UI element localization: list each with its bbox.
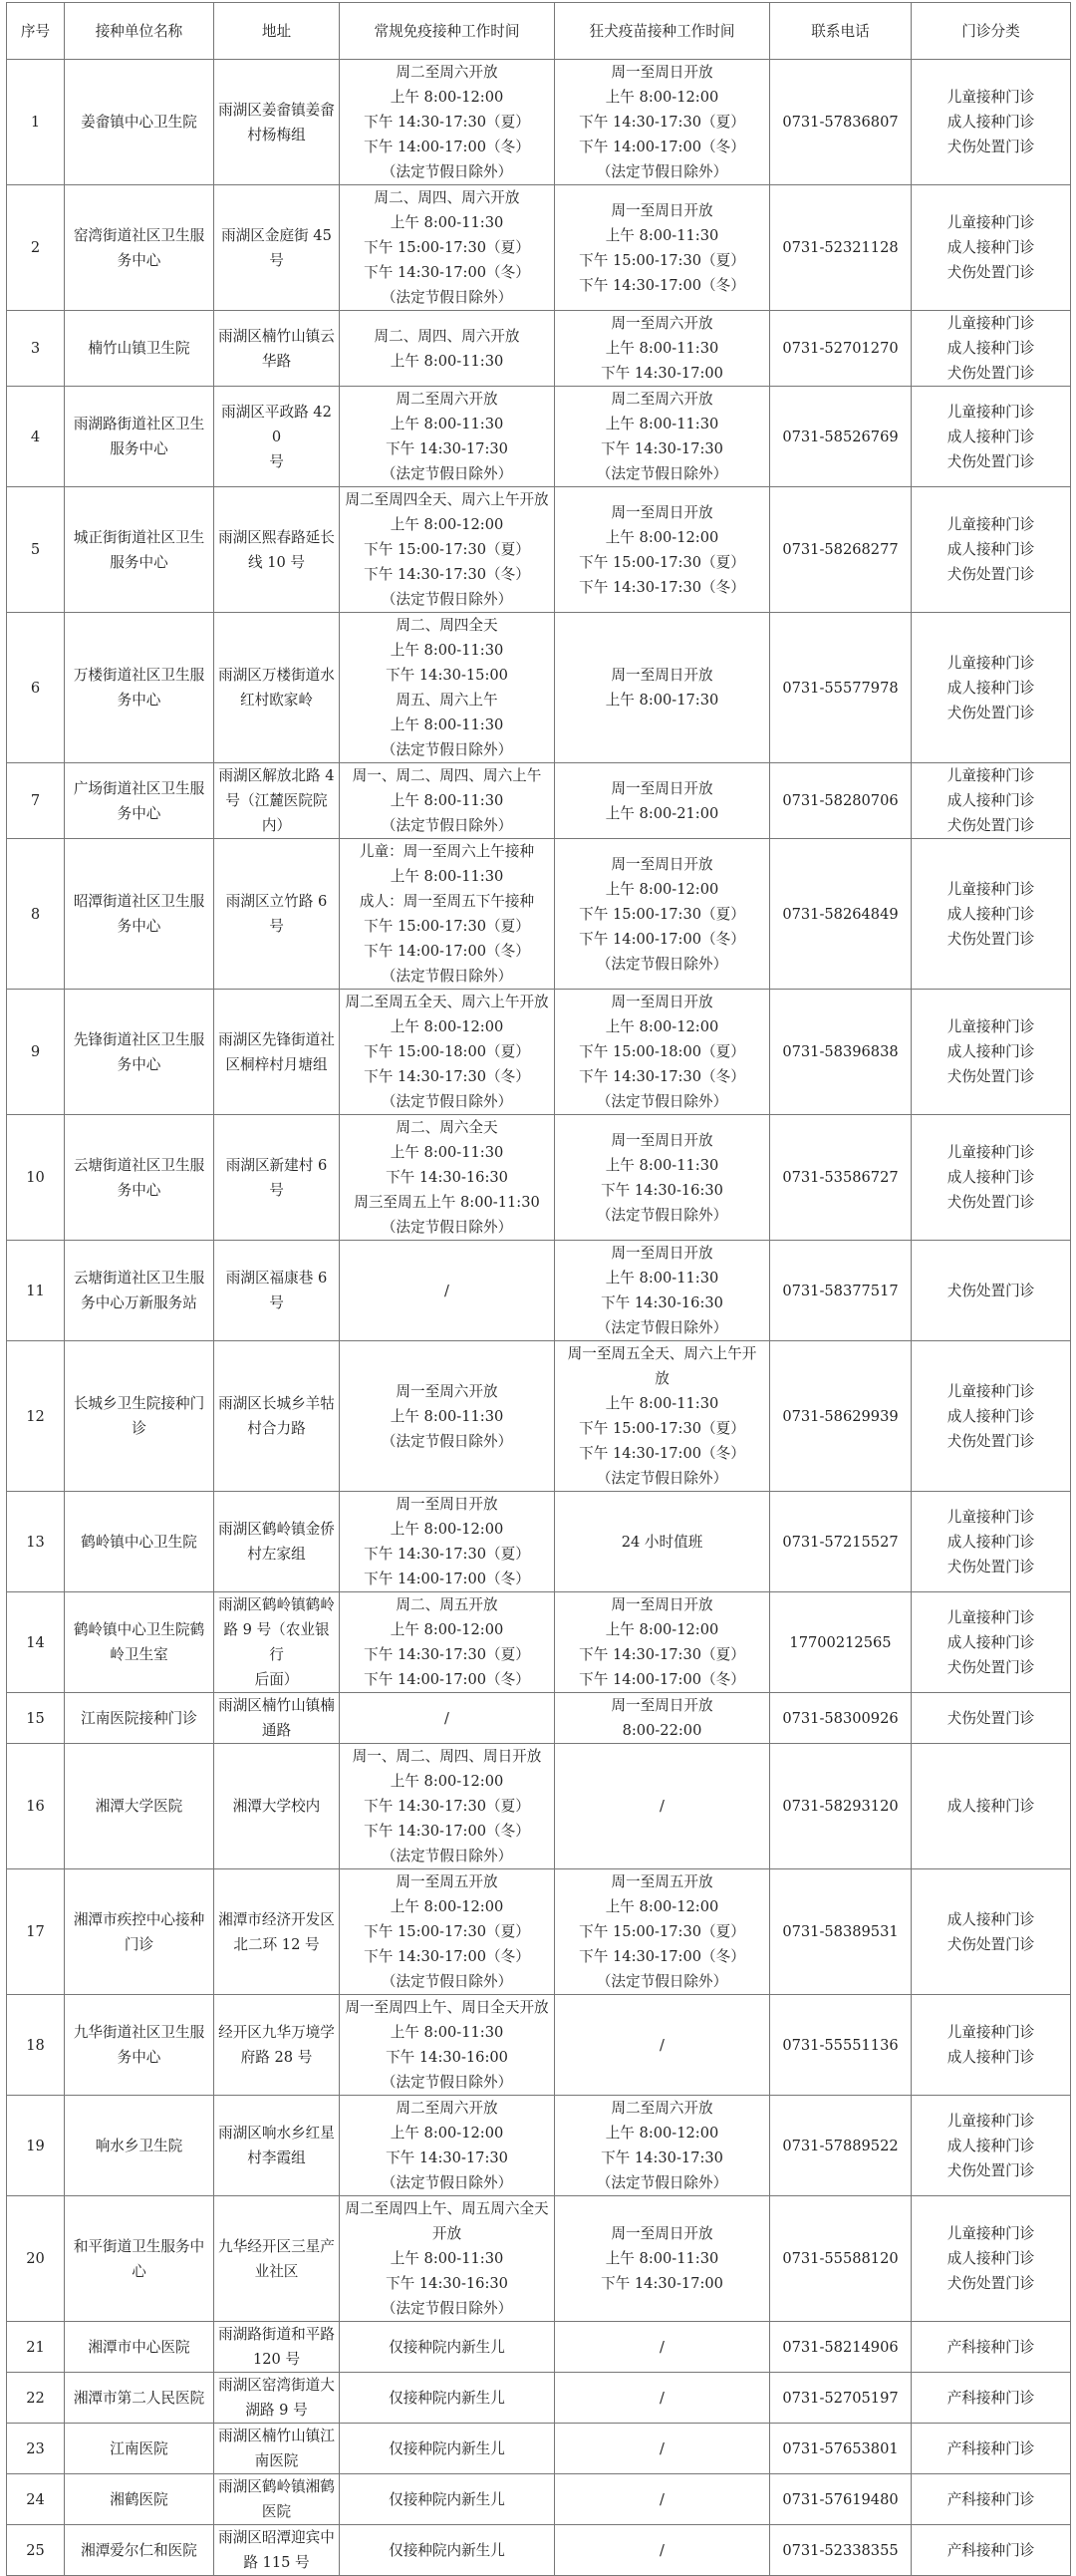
unit-name-cell: 姜畲镇中心卫生院 — [65, 60, 214, 185]
phone-number-cell: 0731-55577978 — [770, 613, 912, 763]
clinic-type-cell: 儿童接种门诊 成人接种门诊 犬伤处置门诊 — [912, 1115, 1071, 1241]
clinic-type-cell: 儿童接种门诊 成人接种门诊 犬伤处置门诊 — [912, 185, 1071, 311]
routine-hours-cell: 周二、周四、周六开放 上午 8:00-11:30 下午 15:00-17:30（夏） 下午 14:30-17:00（冬） （法定节假日除外） — [340, 185, 555, 311]
table-row — [7, 613, 1071, 763]
table-row — [7, 387, 1071, 487]
row-no-cell: 12 — [7, 1341, 65, 1492]
phone-number-cell: 0731-52701270 — [770, 311, 912, 387]
phone-number-cell: 0731-57215527 — [770, 1492, 912, 1592]
table-row — [7, 2424, 1071, 2474]
table-row — [7, 1115, 1071, 1241]
unit-name-cell: 响水乡卫生院 — [65, 2096, 214, 2196]
row-no-cell: 1 — [7, 60, 65, 185]
unit-name-cell: 湘潭市中心医院 — [65, 2322, 214, 2373]
table-row — [7, 2196, 1071, 2322]
table-body — [7, 60, 1071, 2576]
rabies-hours-cell: / — [555, 2322, 770, 2373]
phone-number-cell: 0731-58300926 — [770, 1693, 912, 1744]
header-row — [7, 3, 1071, 60]
routine-hours-cell: 周一至周日开放 上午 8:00-12:00 下午 14:30-17:30（夏） 下午 14:00-17:00（冬） — [340, 1492, 555, 1592]
routine-hours-cell: / — [340, 1693, 555, 1744]
clinic-type-cell: 产科接种门诊 — [912, 2474, 1071, 2525]
rabies-hours-cell: 周一至周日开放 8:00-22:00 — [555, 1693, 770, 1744]
address-cell: 雨湖区楠竹山镇云 华路 — [214, 311, 340, 387]
row-no-cell: 10 — [7, 1115, 65, 1241]
routine-hours-cell: 周二至周六开放 上午 8:00-12:00 下午 14:30-17:30 （法定节假日除外） — [340, 2096, 555, 2196]
clinic-type-cell: 产科接种门诊 — [912, 2525, 1071, 2576]
rabies-hours-cell: 周一至周日开放 上午 8:00-12:00 下午 14:30-17:30（夏） 下午 14:00-17:00（冬） （法定节假日除外） — [555, 60, 770, 185]
rabies-hours-cell: 周一至周五全天、周六上午开 放 上午 8:00-11:30 下午 15:00-17:30（夏） 下午 14:30-17:00（冬） （法定节假日除外） — [555, 1341, 770, 1492]
phone-number-cell: 0731-58629939 — [770, 1341, 912, 1492]
row-no-cell: 21 — [7, 2322, 65, 2373]
table-row — [7, 311, 1071, 387]
unit-name-cell: 湘鹤医院 — [65, 2474, 214, 2525]
table-row — [7, 2525, 1071, 2576]
routine-hours-cell: 周一至周五开放 上午 8:00-12:00 下午 15:00-17:30（夏） 下午 14:30-17:00（冬） （法定节假日除外） — [340, 1869, 555, 1995]
phone-number-cell: 0731-52338355 — [770, 2525, 912, 2576]
table-row — [7, 763, 1071, 839]
row-no-cell: 23 — [7, 2424, 65, 2474]
clinic-type-cell: 儿童接种门诊 成人接种门诊 犬伤处置门诊 — [912, 487, 1071, 613]
table-row — [7, 487, 1071, 613]
address-cell: 雨湖路街道和平路 120 号 — [214, 2322, 340, 2373]
address-cell: 雨湖区长城乡羊牯 村合力路 — [214, 1341, 340, 1492]
unit-name-cell: 九华街道社区卫生服 务中心 — [65, 1995, 214, 2096]
phone-number-cell: 0731-58268277 — [770, 487, 912, 613]
clinic-type-cell: 产科接种门诊 — [912, 2373, 1071, 2424]
header-rabies-hours: 狂犬疫苗接种工作时间 — [555, 3, 770, 60]
row-no-cell: 2 — [7, 185, 65, 311]
rabies-hours-cell: / — [555, 1744, 770, 1869]
table-row — [7, 185, 1071, 311]
clinic-type-cell: 儿童接种门诊 成人接种门诊 犬伤处置门诊 — [912, 839, 1071, 990]
unit-name-cell: 楠竹山镇卫生院 — [65, 311, 214, 387]
address-cell: 雨湖区金庭街 45 号 — [214, 185, 340, 311]
row-no-cell: 20 — [7, 2196, 65, 2322]
unit-name-cell: 城正街街道社区卫生 服务中心 — [65, 487, 214, 613]
unit-name-cell: 长城乡卫生院接种门 诊 — [65, 1341, 214, 1492]
phone-number-cell: 0731-58264849 — [770, 839, 912, 990]
rabies-hours-cell: 周一至周日开放 上午 8:00-11:30 下午 15:00-17:30（夏） 下午 14:30-17:00（冬） — [555, 185, 770, 311]
table-row — [7, 1341, 1071, 1492]
unit-name-cell: 先锋街道社区卫生服 务中心 — [65, 990, 214, 1115]
unit-name-cell: 和平街道卫生服务中 心 — [65, 2196, 214, 2322]
phone-number-cell: 0731-57653801 — [770, 2424, 912, 2474]
table-row — [7, 990, 1071, 1115]
routine-hours-cell: 周二至周六开放 上午 8:00-12:00 下午 14:30-17:30（夏） 下午 14:00-17:00（冬） （法定节假日除外） — [340, 60, 555, 185]
unit-name-cell: 湘潭爱尔仁和医院 — [65, 2525, 214, 2576]
address-cell: 雨湖区新建村 6 号 — [214, 1115, 340, 1241]
routine-hours-cell: 仅接种院内新生儿 — [340, 2373, 555, 2424]
clinic-type-cell: 儿童接种门诊 成人接种门诊 犬伤处置门诊 — [912, 613, 1071, 763]
address-cell: 雨湖区楠竹山镇楠 通路 — [214, 1693, 340, 1744]
address-cell: 湘潭市经济开发区 北二环 12 号 — [214, 1869, 340, 1995]
address-cell: 雨湖区立竹路 6 号 — [214, 839, 340, 990]
phone-number-cell: 0731-53586727 — [770, 1115, 912, 1241]
rabies-hours-cell: 周一至周日开放 上午 8:00-12:00 下午 14:30-17:30（夏） 下午 14:00-17:00（冬） — [555, 1592, 770, 1693]
rabies-hours-cell: 周一至周日开放 上午 8:00-12:00 下午 15:00-18:00（夏） 下午 14:30-17:30（冬） （法定节假日除外） — [555, 990, 770, 1115]
rabies-hours-cell: 周一至周日开放 上午 8:00-12:00 下午 15:00-17:30（夏） 下午 14:30-17:30（冬） — [555, 487, 770, 613]
routine-hours-cell: 周一至周四上午、周日全天开放 上午 8:00-11:30 下午 14:30-16:00 （法定节假日除外） — [340, 1995, 555, 2096]
row-no-cell: 4 — [7, 387, 65, 487]
phone-number-cell: 0731-55588120 — [770, 2196, 912, 2322]
routine-hours-cell: 仅接种院内新生儿 — [340, 2424, 555, 2474]
phone-number-cell: 17700212565 — [770, 1592, 912, 1693]
unit-name-cell: 广场街道社区卫生服 务中心 — [65, 763, 214, 839]
clinic-type-cell: 儿童接种门诊 成人接种门诊 犬伤处置门诊 — [912, 1592, 1071, 1693]
routine-hours-cell: 周二、周五开放 上午 8:00-12:00 下午 14:30-17:30（夏） 下午 14:00-17:00（冬） — [340, 1592, 555, 1693]
rabies-hours-cell: 周一至周日开放 上午 8:00-11:30 下午 14:30-17:00 — [555, 2196, 770, 2322]
row-no-cell: 13 — [7, 1492, 65, 1592]
clinic-type-cell: 儿童接种门诊 成人接种门诊 犬伤处置门诊 — [912, 387, 1071, 487]
unit-name-cell: 湘潭市疾控中心接种 门诊 — [65, 1869, 214, 1995]
clinic-type-cell: 儿童接种门诊 成人接种门诊 犬伤处置门诊 — [912, 2196, 1071, 2322]
table-row — [7, 839, 1071, 990]
unit-name-cell: 窑湾街道社区卫生服 务中心 — [65, 185, 214, 311]
unit-name-cell: 云塘街道社区卫生服 务中心万新服务站 — [65, 1241, 214, 1341]
rabies-hours-cell: 周一至周六开放 上午 8:00-11:30 下午 14:30-17:00 — [555, 311, 770, 387]
row-no-cell: 16 — [7, 1744, 65, 1869]
header-address: 地址 — [214, 3, 340, 60]
routine-hours-cell: 仅接种院内新生儿 — [340, 2525, 555, 2576]
clinic-type-cell: 儿童接种门诊 成人接种门诊 犬伤处置门诊 — [912, 1492, 1071, 1592]
table-row — [7, 60, 1071, 185]
header-routine-hours: 常规免疫接种工作时间 — [340, 3, 555, 60]
table-row — [7, 1693, 1071, 1744]
header-no: 序号 — [7, 3, 65, 60]
routine-hours-cell: 周二至周四上午、周五周六全天开放 上午 8:00-11:30 下午 14:30-16:30 （法定节假日除外） — [340, 2196, 555, 2322]
address-cell: 九华经开区三星产 业社区 — [214, 2196, 340, 2322]
phone-number-cell: 0731-58293120 — [770, 1744, 912, 1869]
unit-name-cell: 鹤岭镇中心卫生院鹤 岭卫生室 — [65, 1592, 214, 1693]
phone-number-cell: 0731-58396838 — [770, 990, 912, 1115]
row-no-cell: 25 — [7, 2525, 65, 2576]
vaccination-sites-table — [6, 2, 1071, 2576]
table-row — [7, 1492, 1071, 1592]
rabies-hours-cell: / — [555, 2424, 770, 2474]
table-row — [7, 2096, 1071, 2196]
header-clinic-type: 门诊分类 — [912, 3, 1071, 60]
address-cell: 雨湖区鹤岭镇湘鹤 医院 — [214, 2474, 340, 2525]
phone-number-cell: 0731-52705197 — [770, 2373, 912, 2424]
routine-hours-cell: 周二、周四全天 上午 8:00-11:30 下午 14:30-15:00 周五、周六上午 上午 8:00-11:30 （法定节假日除外） — [340, 613, 555, 763]
row-no-cell: 11 — [7, 1241, 65, 1341]
table-row — [7, 1869, 1071, 1995]
rabies-hours-cell: 周一至周日开放 上午 8:00-11:30 下午 14:30-16:30 （法定节假日除外） — [555, 1115, 770, 1241]
header-phone: 联系电话 — [770, 3, 912, 60]
row-no-cell: 18 — [7, 1995, 65, 2096]
address-cell: 雨湖区窑湾街道大 湖路 9 号 — [214, 2373, 340, 2424]
unit-name-cell: 雨湖路街道社区卫生 服务中心 — [65, 387, 214, 487]
phone-number-cell: 0731-57836807 — [770, 60, 912, 185]
phone-number-cell: 0731-58526769 — [770, 387, 912, 487]
phone-number-cell: 0731-58389531 — [770, 1869, 912, 1995]
rabies-hours-cell: 周一至周五开放 上午 8:00-12:00 下午 15:00-17:30（夏） 下午 14:30-17:00（冬） （法定节假日除外） — [555, 1869, 770, 1995]
row-no-cell: 24 — [7, 2474, 65, 2525]
row-no-cell: 5 — [7, 487, 65, 613]
clinic-type-cell: 儿童接种门诊 成人接种门诊 犬伤处置门诊 — [912, 60, 1071, 185]
address-cell: 雨湖区熙春路延长 线 10 号 — [214, 487, 340, 613]
phone-number-cell: 0731-57619480 — [770, 2474, 912, 2525]
address-cell: 雨湖区鹤岭镇鹤岭 路 9 号（农业银行 后面） — [214, 1592, 340, 1693]
rabies-hours-cell: 周一至周日开放 上午 8:00-11:30 下午 14:30-16:30 （法定节假日除外） — [555, 1241, 770, 1341]
row-no-cell: 6 — [7, 613, 65, 763]
address-cell: 雨湖区响水乡红星 村李霞组 — [214, 2096, 340, 2196]
table-row — [7, 1744, 1071, 1869]
row-no-cell: 19 — [7, 2096, 65, 2196]
unit-name-cell: 江南医院接种门诊 — [65, 1693, 214, 1744]
routine-hours-cell: / — [340, 1241, 555, 1341]
unit-name-cell: 云塘街道社区卫生服 务中心 — [65, 1115, 214, 1241]
clinic-type-cell: 成人接种门诊 犬伤处置门诊 — [912, 1869, 1071, 1995]
table-row — [7, 1995, 1071, 2096]
address-cell: 雨湖区福康巷 6 号 — [214, 1241, 340, 1341]
address-cell: 雨湖区昭潭迎宾中 路 115 号 — [214, 2525, 340, 2576]
table-row — [7, 2474, 1071, 2525]
rabies-hours-cell: 周一至周日开放 上午 8:00-12:00 下午 15:00-17:30（夏） 下午 14:00-17:00（冬） （法定节假日除外） — [555, 839, 770, 990]
routine-hours-cell: 周二、周六全天 上午 8:00-11:30 下午 14:30-16:30 周三至周五上午 8:00-11:30 （法定节假日除外） — [340, 1115, 555, 1241]
clinic-type-cell: 犬伤处置门诊 — [912, 1241, 1071, 1341]
table-row — [7, 1241, 1071, 1341]
phone-number-cell: 0731-57889522 — [770, 2096, 912, 2196]
header-unit-name: 接种单位名称 — [65, 3, 214, 60]
rabies-hours-cell: / — [555, 2525, 770, 2576]
row-no-cell: 14 — [7, 1592, 65, 1693]
routine-hours-cell: 周二至周六开放 上午 8:00-11:30 下午 14:30-17:30 （法定节假日除外） — [340, 387, 555, 487]
clinic-type-cell: 儿童接种门诊 成人接种门诊 犬伤处置门诊 — [912, 1341, 1071, 1492]
routine-hours-cell: 仅接种院内新生儿 — [340, 2322, 555, 2373]
routine-hours-cell: 周一至周六开放 上午 8:00-11:30 （法定节假日除外） — [340, 1341, 555, 1492]
routine-hours-cell: 周一、周二、周四、周日开放 上午 8:00-12:00 下午 14:30-17:30（夏） 下午 14:30-17:00（冬） （法定节假日除外） — [340, 1744, 555, 1869]
routine-hours-cell: 周二至周四全天、周六上午开放 上午 8:00-12:00 下午 15:00-17:30（夏） 下午 14:30-17:30（冬） （法定节假日除外） — [340, 487, 555, 613]
unit-name-cell: 鹤岭镇中心卫生院 — [65, 1492, 214, 1592]
routine-hours-cell: 儿童：周一至周六上午接种 上午 8:00-11:30 成人：周一至周五下午接种 下午 15:00-17:30（夏） 下午 14:00-17:00（冬） （法定节假日除外） — [340, 839, 555, 990]
clinic-type-cell: 产科接种门诊 — [912, 2424, 1071, 2474]
row-no-cell: 15 — [7, 1693, 65, 1744]
routine-hours-cell: 仅接种院内新生儿 — [340, 2474, 555, 2525]
address-cell: 雨湖区平政路 420 号 — [214, 387, 340, 487]
rabies-hours-cell: 24 小时值班 — [555, 1492, 770, 1592]
clinic-type-cell: 儿童接种门诊 成人接种门诊 犬伤处置门诊 — [912, 763, 1071, 839]
address-cell: 雨湖区先锋街道社 区桐梓村月塘组 — [214, 990, 340, 1115]
clinic-type-cell: 儿童接种门诊 成人接种门诊 犬伤处置门诊 — [912, 2096, 1071, 2196]
table-header — [7, 3, 1071, 60]
address-cell: 湘潭大学校内 — [214, 1744, 340, 1869]
address-cell: 雨湖区姜畲镇姜畲 村杨梅组 — [214, 60, 340, 185]
address-cell: 雨湖区万楼街道水 红村欧家岭 — [214, 613, 340, 763]
phone-number-cell: 0731-58377517 — [770, 1241, 912, 1341]
phone-number-cell: 0731-52321128 — [770, 185, 912, 311]
phone-number-cell: 0731-58280706 — [770, 763, 912, 839]
rabies-hours-cell: 周一至周日开放 上午 8:00-17:30 — [555, 613, 770, 763]
row-no-cell: 8 — [7, 839, 65, 990]
row-no-cell: 9 — [7, 990, 65, 1115]
rabies-hours-cell: 周二至周六开放 上午 8:00-11:30 下午 14:30-17:30 （法定节假日除外） — [555, 387, 770, 487]
unit-name-cell: 湘潭大学医院 — [65, 1744, 214, 1869]
unit-name-cell: 江南医院 — [65, 2424, 214, 2474]
phone-number-cell: 0731-55551136 — [770, 1995, 912, 2096]
rabies-hours-cell: / — [555, 2373, 770, 2424]
clinic-type-cell: 儿童接种门诊 成人接种门诊 — [912, 1995, 1071, 2096]
routine-hours-cell: 周一、周二、周四、周六上午 上午 8:00-11:30 （法定节假日除外） — [340, 763, 555, 839]
row-no-cell: 7 — [7, 763, 65, 839]
row-no-cell: 17 — [7, 1869, 65, 1995]
unit-name-cell: 湘潭市第二人民医院 — [65, 2373, 214, 2424]
clinic-type-cell: 成人接种门诊 — [912, 1744, 1071, 1869]
address-cell: 雨湖区鹤岭镇金侨 村左家组 — [214, 1492, 340, 1592]
rabies-hours-cell: 周一至周日开放 上午 8:00-21:00 — [555, 763, 770, 839]
address-cell: 雨湖区解放北路 4 号（江麓医院院内） — [214, 763, 340, 839]
row-no-cell: 22 — [7, 2373, 65, 2424]
routine-hours-cell: 周二、周四、周六开放 上午 8:00-11:30 — [340, 311, 555, 387]
clinic-type-cell: 儿童接种门诊 成人接种门诊 犬伤处置门诊 — [912, 311, 1071, 387]
unit-name-cell: 昭潭街道社区卫生服 务中心 — [65, 839, 214, 990]
row-no-cell: 3 — [7, 311, 65, 387]
address-cell: 雨湖区楠竹山镇江 南医院 — [214, 2424, 340, 2474]
rabies-hours-cell: 周二至周六开放 上午 8:00-12:00 下午 14:30-17:30 （法定节假日除外） — [555, 2096, 770, 2196]
rabies-hours-cell: / — [555, 1995, 770, 2096]
clinic-type-cell: 产科接种门诊 — [912, 2322, 1071, 2373]
table-row — [7, 2373, 1071, 2424]
table-row — [7, 2322, 1071, 2373]
clinic-type-cell: 犬伤处置门诊 — [912, 1693, 1071, 1744]
phone-number-cell: 0731-58214906 — [770, 2322, 912, 2373]
clinic-type-cell: 儿童接种门诊 成人接种门诊 犬伤处置门诊 — [912, 990, 1071, 1115]
routine-hours-cell: 周二至周五全天、周六上午开放 上午 8:00-12:00 下午 15:00-18:00（夏） 下午 14:30-17:30（冬） （法定节假日除外） — [340, 990, 555, 1115]
rabies-hours-cell: / — [555, 2474, 770, 2525]
unit-name-cell: 万楼街道社区卫生服 务中心 — [65, 613, 214, 763]
table-row — [7, 1592, 1071, 1693]
address-cell: 经开区九华万境学 府路 28 号 — [214, 1995, 340, 2096]
